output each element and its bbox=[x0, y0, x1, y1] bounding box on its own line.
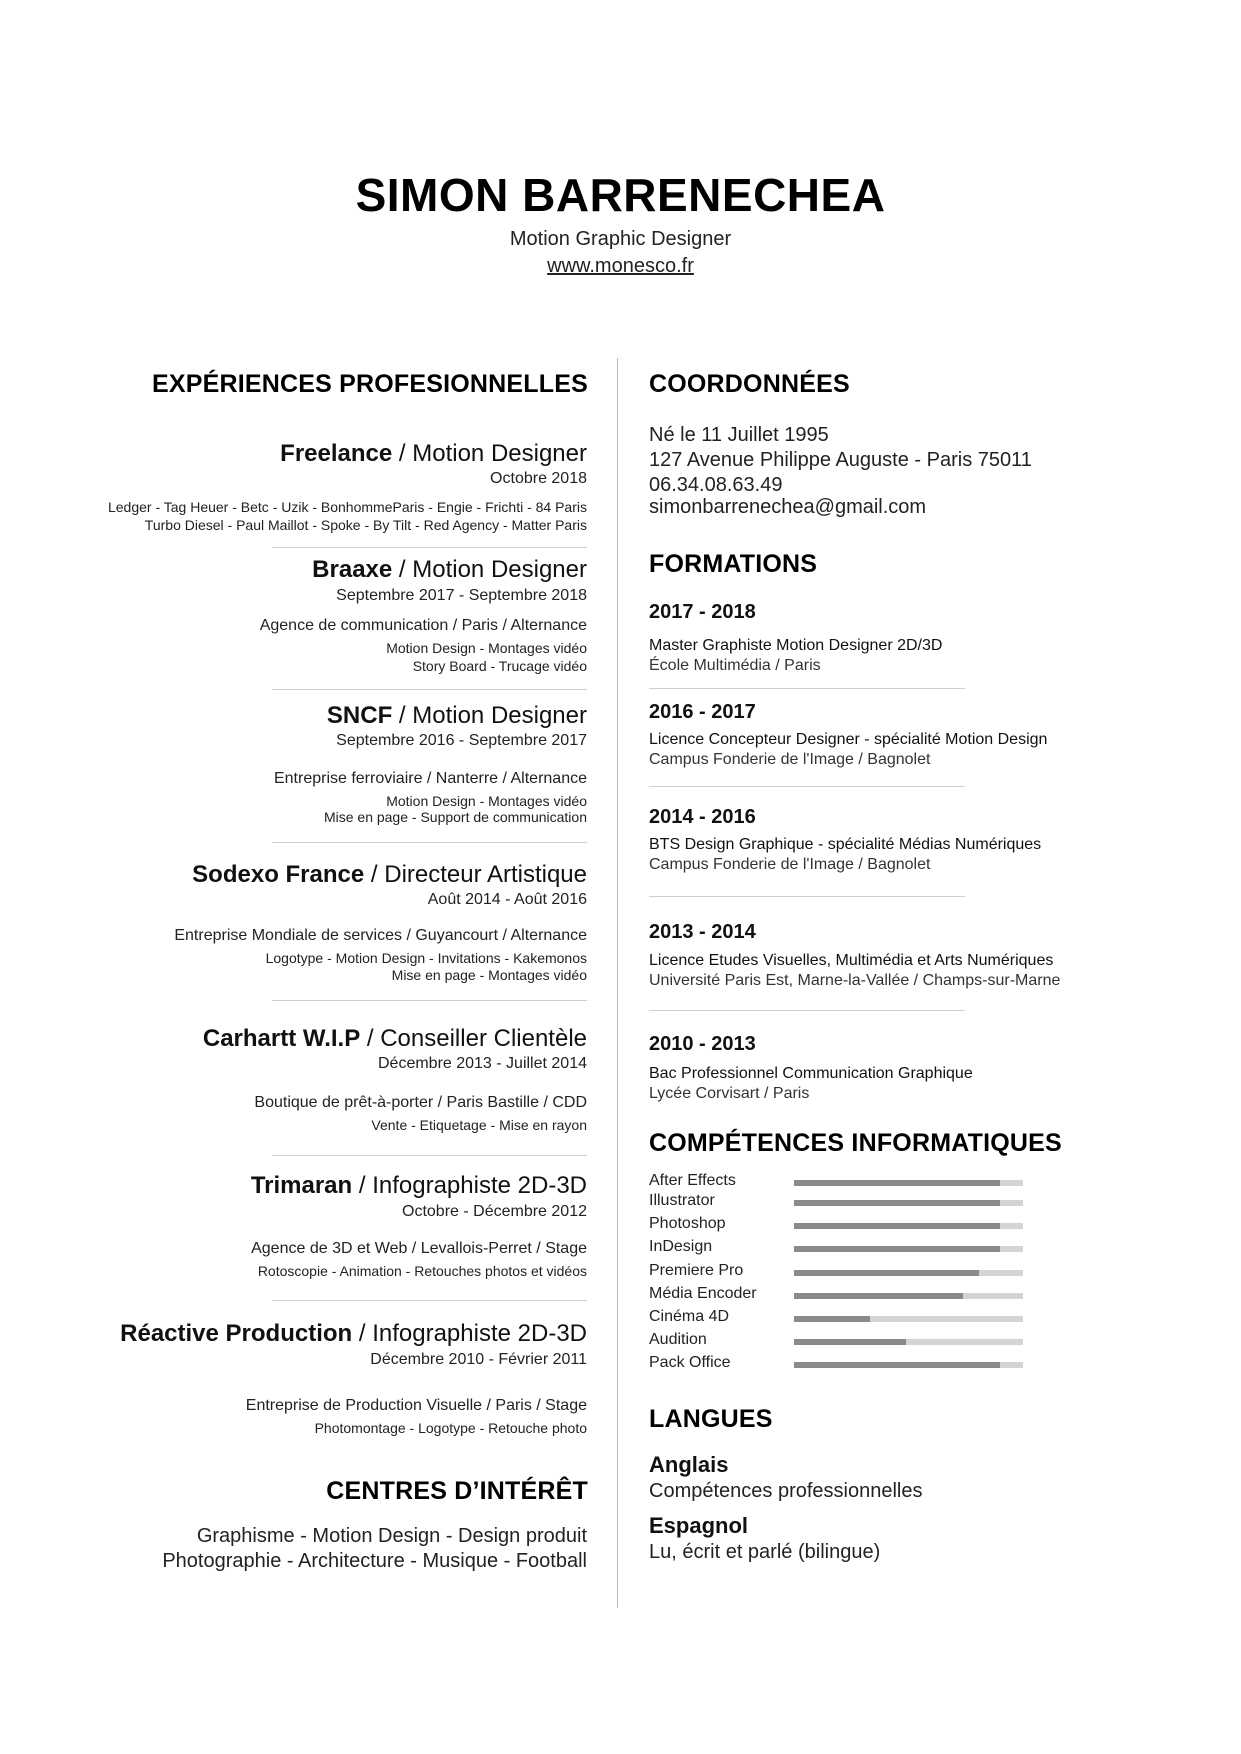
job-date: Décembre 2010 - Février 2011 bbox=[370, 1351, 587, 1368]
job-company: Freelance bbox=[280, 440, 393, 467]
job-role: / Infographiste 2D-3D bbox=[358, 1172, 587, 1199]
job-detail: Photomontage - Logotype - Retouche photo bbox=[314, 1420, 587, 1436]
education-years: 2010 - 2013 bbox=[649, 1033, 756, 1055]
separator bbox=[649, 896, 965, 897]
education-school: Université Paris Est, Marne-la-Vallée / Champs-sur-Marne bbox=[649, 972, 1061, 989]
job-detail: Mise en page - Montages vidéo bbox=[391, 967, 587, 983]
education-degree: BTS Design Graphique - spécialité Médias Numériques bbox=[649, 836, 1042, 853]
interests-line: Graphisme - Motion Design - Design produit bbox=[196, 1525, 587, 1547]
job-role: / Motion Designer bbox=[398, 440, 587, 467]
job-detail: Story Board - Trucage vidéo bbox=[412, 658, 587, 674]
contact-phone: 06.34.08.63.49 bbox=[649, 474, 783, 496]
job-subtitle: Entreprise Mondiale de services / Guyancourt / Alternance bbox=[174, 927, 587, 944]
skill-bar bbox=[794, 1270, 1023, 1276]
skill-bar-fill bbox=[794, 1180, 1000, 1186]
skill-label: InDesign bbox=[649, 1238, 713, 1255]
languages-title: LANGUES bbox=[649, 1405, 773, 1433]
interests-line: Photographie - Architecture - Musique - Football bbox=[162, 1550, 587, 1572]
job-date: Octobre 2018 bbox=[490, 470, 587, 487]
job-company: Trimaran bbox=[250, 1172, 353, 1199]
language-name: Anglais bbox=[649, 1452, 729, 1477]
job-company: Sodexo France bbox=[192, 861, 365, 888]
job-date: Septembre 2016 - Septembre 2017 bbox=[336, 732, 587, 749]
contact-address: 127 Avenue Philippe Auguste - Paris 75011 bbox=[649, 449, 1032, 471]
education-years: 2014 - 2016 bbox=[649, 806, 756, 828]
skill-bar-fill bbox=[794, 1223, 1000, 1229]
job-company: Réactive Production bbox=[120, 1320, 353, 1347]
job-detail: Mise en page - Support de communication bbox=[323, 809, 587, 825]
job-date: Décembre 2013 - Juillet 2014 bbox=[377, 1055, 587, 1072]
education-degree: Licence Etudes Visuelles, Multimédia et Arts Numériques bbox=[649, 952, 1054, 969]
job-detail: Ledger - Tag Heuer - Betc - Uzik - BonhommeParis - Engie - Frichti - 84 Paris bbox=[107, 499, 587, 515]
candidate-role: Motion Graphic Designer bbox=[509, 228, 732, 250]
job-subtitle: Boutique de prêt-à-porter / Paris Bastille / CDD bbox=[254, 1094, 587, 1111]
skill-bar-fill bbox=[794, 1293, 963, 1299]
job-role: / Directeur Artistique bbox=[370, 861, 587, 888]
job-date: Septembre 2017 - Septembre 2018 bbox=[336, 587, 587, 604]
job-detail: Motion Design - Montages vidéo bbox=[386, 640, 587, 656]
education-degree: Master Graphiste Motion Designer 2D/3D bbox=[649, 637, 943, 654]
language-name: Espagnol bbox=[649, 1513, 749, 1538]
job-company: SNCF bbox=[326, 702, 393, 729]
skill-bar bbox=[794, 1180, 1023, 1186]
education-school: Campus Fonderie de l'Image / Bagnolet bbox=[649, 751, 931, 768]
education-degree: Licence Concepteur Designer - spécialité Motion Design bbox=[649, 731, 1048, 748]
skill-bar-fill bbox=[794, 1246, 1000, 1252]
education-degree: Bac Professionnel Communication Graphique bbox=[649, 1065, 973, 1082]
education-school: Lycée Corvisart / Paris bbox=[649, 1085, 810, 1102]
skill-bar bbox=[794, 1223, 1023, 1229]
skill-bar bbox=[794, 1362, 1023, 1368]
skill-bar-fill bbox=[794, 1200, 1000, 1206]
job-detail: Logotype - Motion Design - Invitations - Kakemonos bbox=[265, 950, 587, 966]
skill-bar bbox=[794, 1339, 1023, 1345]
separator bbox=[272, 689, 587, 690]
job-heading bbox=[327, 702, 587, 730]
website-link-wrap bbox=[0, 255, 1241, 278]
skill-bar-fill bbox=[794, 1316, 870, 1322]
job-heading bbox=[203, 1025, 587, 1053]
job-role: / Conseiller Clientèle bbox=[366, 1025, 587, 1052]
job-date: Octobre - Décembre 2012 bbox=[402, 1203, 587, 1220]
job-heading bbox=[251, 1172, 587, 1200]
job-role: / Motion Designer bbox=[398, 702, 587, 729]
job-role: / Motion Designer bbox=[398, 556, 587, 583]
job-detail: Turbo Diesel - Paul Maillot - Spoke - By Tilt - Red Agency - Matter Paris bbox=[144, 517, 587, 533]
skill-label: After Effects bbox=[649, 1172, 736, 1189]
language-level: Compétences professionnelles bbox=[649, 1480, 923, 1502]
candidate-name: SIMON BARRENECHEA bbox=[355, 169, 886, 221]
skill-bar-fill bbox=[794, 1339, 906, 1345]
column-divider bbox=[617, 358, 618, 1608]
job-heading bbox=[312, 556, 587, 584]
skill-bar-fill bbox=[794, 1270, 979, 1276]
education-years: 2017 - 2018 bbox=[649, 601, 756, 623]
job-heading bbox=[280, 440, 587, 468]
separator bbox=[272, 547, 587, 548]
education-years: 2013 - 2014 bbox=[649, 921, 756, 943]
job-date: Août 2014 - Août 2016 bbox=[427, 891, 587, 908]
interests-title: CENTRES D’INTÉRÊT bbox=[326, 1477, 588, 1505]
job-heading bbox=[120, 1320, 587, 1348]
job-subtitle: Entreprise ferroviaire / Nanterre / Alternance bbox=[273, 770, 587, 787]
job-role: / Infographiste 2D-3D bbox=[358, 1320, 587, 1347]
job-subtitle: Agence de 3D et Web / Levallois-Perret / Stage bbox=[251, 1240, 587, 1257]
education-school: Campus Fonderie de l'Image / Bagnolet bbox=[649, 856, 931, 873]
skill-bar bbox=[794, 1293, 1023, 1299]
job-heading bbox=[192, 861, 587, 889]
skill-bar bbox=[794, 1316, 1023, 1322]
job-detail: Rotoscopie - Animation - Retouches photos et vidéos bbox=[257, 1263, 587, 1279]
separator bbox=[649, 786, 965, 787]
website-link[interactable]: www.monesco.fr bbox=[547, 255, 694, 277]
job-subtitle: Entreprise de Production Visuelle / Paris / Stage bbox=[245, 1397, 587, 1414]
job-company: Braaxe bbox=[312, 556, 393, 583]
experience-title: EXPÉRIENCES PROFESIONNELLES bbox=[151, 370, 588, 398]
separator bbox=[649, 688, 965, 689]
skill-label: Média Encoder bbox=[649, 1285, 757, 1302]
separator bbox=[272, 1300, 587, 1301]
education-years: 2016 - 2017 bbox=[649, 701, 756, 723]
separator bbox=[649, 1010, 965, 1011]
skill-label: Illustrator bbox=[649, 1192, 715, 1209]
language-level: Lu, écrit et parlé (bilingue) bbox=[649, 1541, 881, 1563]
job-detail: Motion Design - Montages vidéo bbox=[386, 793, 587, 809]
skills-title: COMPÉTENCES INFORMATIQUES bbox=[649, 1129, 1062, 1157]
skill-label: Photoshop bbox=[649, 1215, 726, 1232]
education-school: École Multimédia / Paris bbox=[649, 657, 821, 674]
separator bbox=[272, 842, 587, 843]
skill-bar bbox=[794, 1246, 1023, 1252]
skill-bar-fill bbox=[794, 1362, 1000, 1368]
skill-label: Cinéma 4D bbox=[649, 1308, 730, 1325]
separator bbox=[272, 1000, 587, 1001]
separator bbox=[272, 1155, 587, 1156]
skill-label: Premiere Pro bbox=[649, 1262, 744, 1279]
job-detail: Vente - Etiquetage - Mise en rayon bbox=[371, 1117, 587, 1133]
skill-label: Pack Office bbox=[649, 1354, 731, 1371]
job-subtitle: Agence de communication / Paris / Alternance bbox=[259, 617, 587, 634]
contact-email[interactable]: simonbarrenechea@gmail.com bbox=[649, 496, 927, 518]
skill-bar bbox=[794, 1200, 1023, 1206]
skill-label: Audition bbox=[649, 1331, 707, 1348]
education-title: FORMATIONS bbox=[649, 550, 818, 578]
contact-title: COORDONNÉES bbox=[649, 370, 850, 398]
contact-birth: Né le 11 Juillet 1995 bbox=[649, 424, 829, 446]
job-company: Carhartt W.I.P bbox=[202, 1025, 361, 1052]
